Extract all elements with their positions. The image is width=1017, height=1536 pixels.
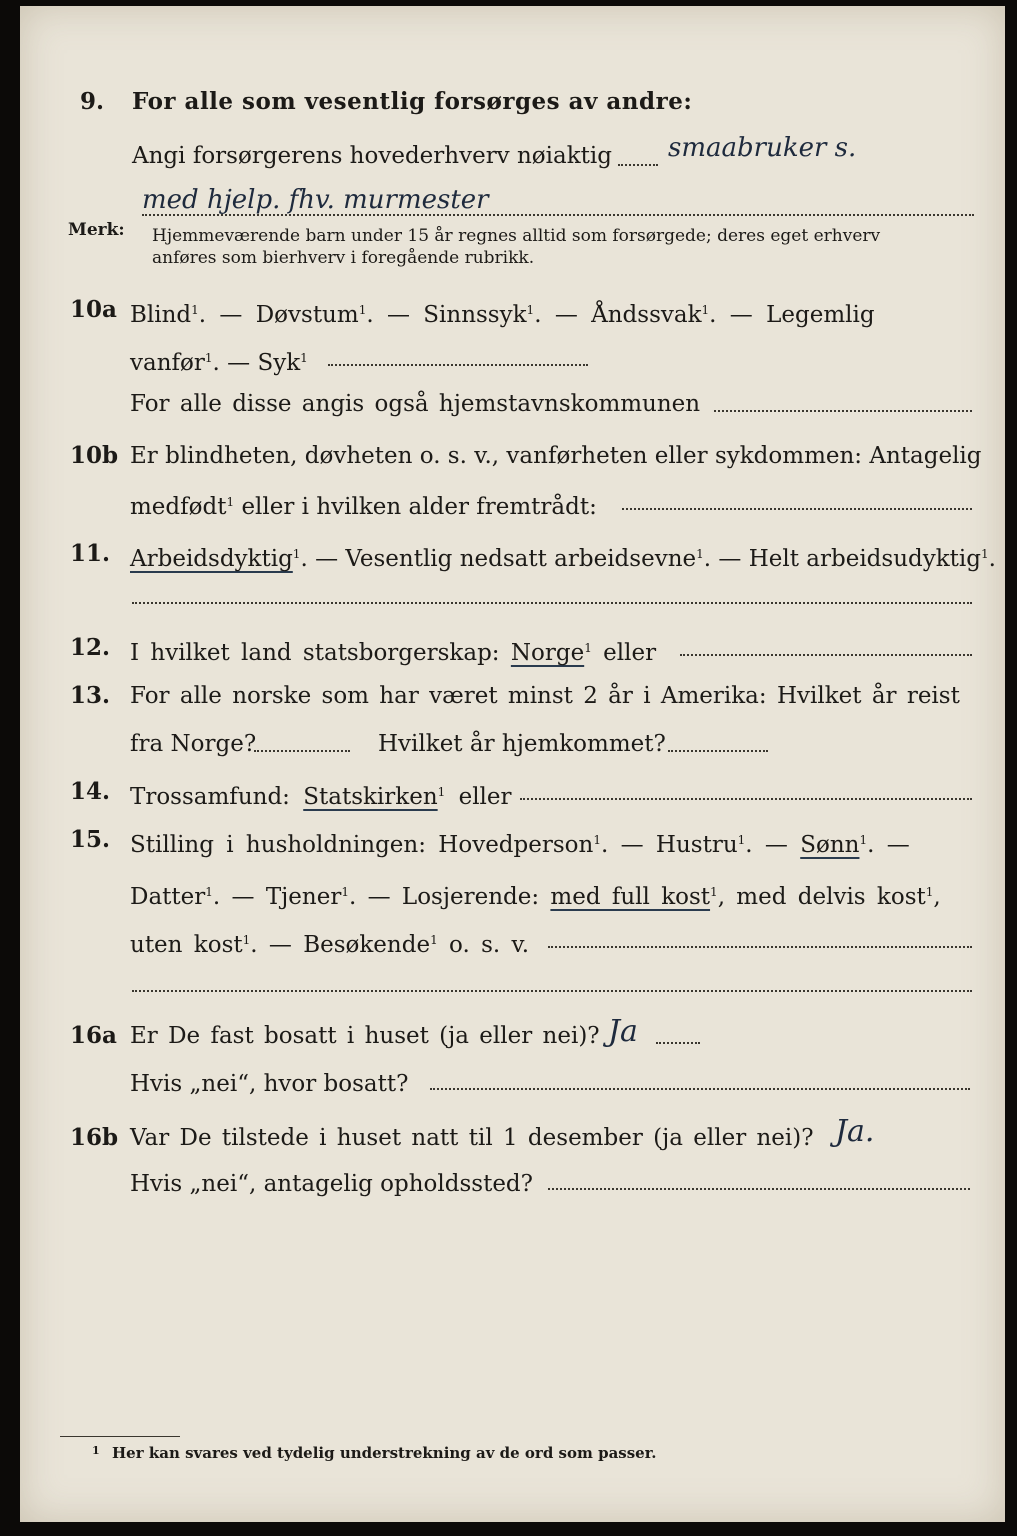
q11-number: 11. (70, 540, 111, 567)
q9-title: For alle som vesentlig forsørges av andre: (132, 88, 693, 115)
q9-number: 9. (80, 88, 105, 115)
option-hustru[interactable]: Hustru (655, 832, 738, 858)
q10a-hjemstavn-line (714, 410, 972, 412)
option-andssvak[interactable]: Åndssvak (591, 302, 702, 328)
q15-osv-line (548, 946, 972, 948)
option-vanfor[interactable]: vanfør (130, 350, 205, 376)
q13-number: 13. (70, 682, 111, 709)
q14-line: Trossamfund: Statskirken$^1$ eller (130, 784, 512, 810)
q13-line-1: For alle norske som har været minst 2 år i Amerika: Hvilket år reist (130, 683, 960, 709)
option-helt-arbeidsudyktig[interactable]: Helt arbeidsudyktig (748, 546, 981, 572)
q16a-handwritten-answer: Ja (608, 1014, 638, 1049)
merk-line-1: Hjemmeværende barn under 15 år regnes alltid som forsørgede; deres eget erhverv (152, 226, 881, 246)
merk-label: Merk: (68, 220, 125, 240)
q16a-answer-line (656, 1042, 700, 1044)
q10a-number: 10a (70, 296, 117, 323)
q16a-question: Er De fast bosatt i huset (ja eller nei)? (130, 1023, 600, 1049)
q10a-line-2: vanfør$^1$. — Syk$^1$ (130, 350, 308, 376)
q16a-number: 16a (70, 1022, 117, 1049)
option-med-delvis-kost[interactable]: , med delvis kost (717, 884, 926, 910)
q15-line-3: uten kost$^1$. — Besøkende$^1$ o. s. v. (130, 932, 530, 958)
q9-handwritten-answer-2: med hjelp. fhv. murmester (142, 185, 489, 215)
q10b-line-2: medfødt$^1$ eller i hvilken alder fremtrådt: (130, 494, 597, 520)
q10a-syk-line (328, 364, 588, 366)
option-legemlig[interactable]: Legemlig (766, 302, 875, 328)
q12-eller-line (680, 654, 972, 656)
q15-number: 15. (70, 826, 111, 853)
q12-number: 12. (70, 634, 111, 661)
footnote-rule (60, 1436, 180, 1437)
q13-hjemkommet: Hvilket år hjemkommet? (378, 731, 666, 757)
q16a-bosatt-line (430, 1088, 970, 1090)
q13-fra-norge: fra Norge? (130, 731, 257, 757)
q10b-alder-line (622, 508, 972, 510)
census-form-page (20, 6, 1005, 1522)
option-blind[interactable]: Blind (130, 302, 192, 328)
q15-answer-line (132, 990, 972, 992)
q11-answer-line (132, 602, 972, 604)
q15-line-2: Datter$^1$. — Tjener$^1$. — Losjerende: med full kost$^1$, med delvis kost$^1$, (130, 884, 941, 910)
footnote-text: Her kan svares ved tydelig understrekning av de ord som passer. (112, 1444, 657, 1462)
q10a-line-3: For alle disse angis også hjemstavnskommunen (130, 391, 701, 417)
q10b-number: 10b (70, 442, 119, 469)
q9-prompt: Angi forsørgerens hovederhverv nøiaktig (132, 143, 612, 169)
q13-fra-line (254, 750, 350, 752)
option-uten-kost[interactable]: uten kost (130, 932, 243, 958)
option-med-full-kost[interactable]: med full kost (550, 884, 711, 910)
q12-line: I hvilket land statsborgerskap: Norge$^1$ eller (130, 640, 657, 666)
q16b-handwritten-answer: Ja. (835, 1114, 875, 1149)
option-datter[interactable]: Datter (130, 884, 206, 910)
option-norge[interactable]: Norge (510, 640, 585, 666)
merk-line-2: anføres som bierhverv i foregående rubrikk. (152, 248, 535, 268)
q16a-hvis-nei: Hvis „nei“, hvor bosatt? (130, 1071, 409, 1097)
q14-number: 14. (70, 778, 111, 805)
q16b-opholdssted-line (548, 1188, 970, 1190)
q11-line: Arbeidsdyktig$^1$. — Vesentlig nedsatt arbeidsevne$^1$. — Helt arbeidsudyktig$^1$. (130, 546, 996, 572)
option-dovstum[interactable]: Døvstum (255, 302, 359, 328)
q14-eller-line (520, 798, 972, 800)
option-tjener[interactable]: Tjener (265, 884, 342, 910)
option-besokende[interactable]: Besøkende (303, 932, 431, 958)
q15-line-1: Stilling i husholdningen: Hovedperson$^1$. — Hustru$^1$. — Sønn$^1$. — (130, 832, 910, 858)
q10b-line-1: Er blindheten, døvheten o. s. v., vanførheten eller sykdommen: Antagelig (130, 443, 982, 469)
footnote-mark: 1 (92, 1444, 100, 1457)
q16b-number: 16b (70, 1124, 119, 1151)
option-sonn[interactable]: Sønn (800, 832, 860, 858)
q13-hjem-line (668, 750, 768, 752)
q9-handwritten-answer-1: smaabruker s. (668, 133, 857, 163)
option-hovedperson[interactable]: Hovedperson (438, 832, 594, 858)
q9-dotted-line (618, 164, 658, 166)
q16b-question: Var De tilstede i huset natt til 1 desember (ja eller nei)? (130, 1125, 814, 1151)
option-medfodt[interactable]: medfødt (130, 494, 227, 520)
q16b-hvis-nei: Hvis „nei“, antagelig opholdssted? (130, 1171, 533, 1197)
option-sinnssyk[interactable]: Sinnssyk (423, 302, 527, 328)
option-arbeidsdyktig[interactable]: Arbeidsdyktig (130, 546, 293, 572)
option-statskirken[interactable]: Statskirken (303, 784, 438, 810)
q9-answer-line (142, 214, 974, 216)
option-vesentlig-nedsatt[interactable]: Vesentlig nedsatt arbeidsevne (345, 546, 697, 572)
option-syk[interactable]: Syk (257, 350, 301, 376)
q10a-line-1: Blind$^1$. — Døvstum$^1$. — Sinnssyk$^1$. — Åndssvak$^1$. — Legemlig (130, 302, 875, 328)
